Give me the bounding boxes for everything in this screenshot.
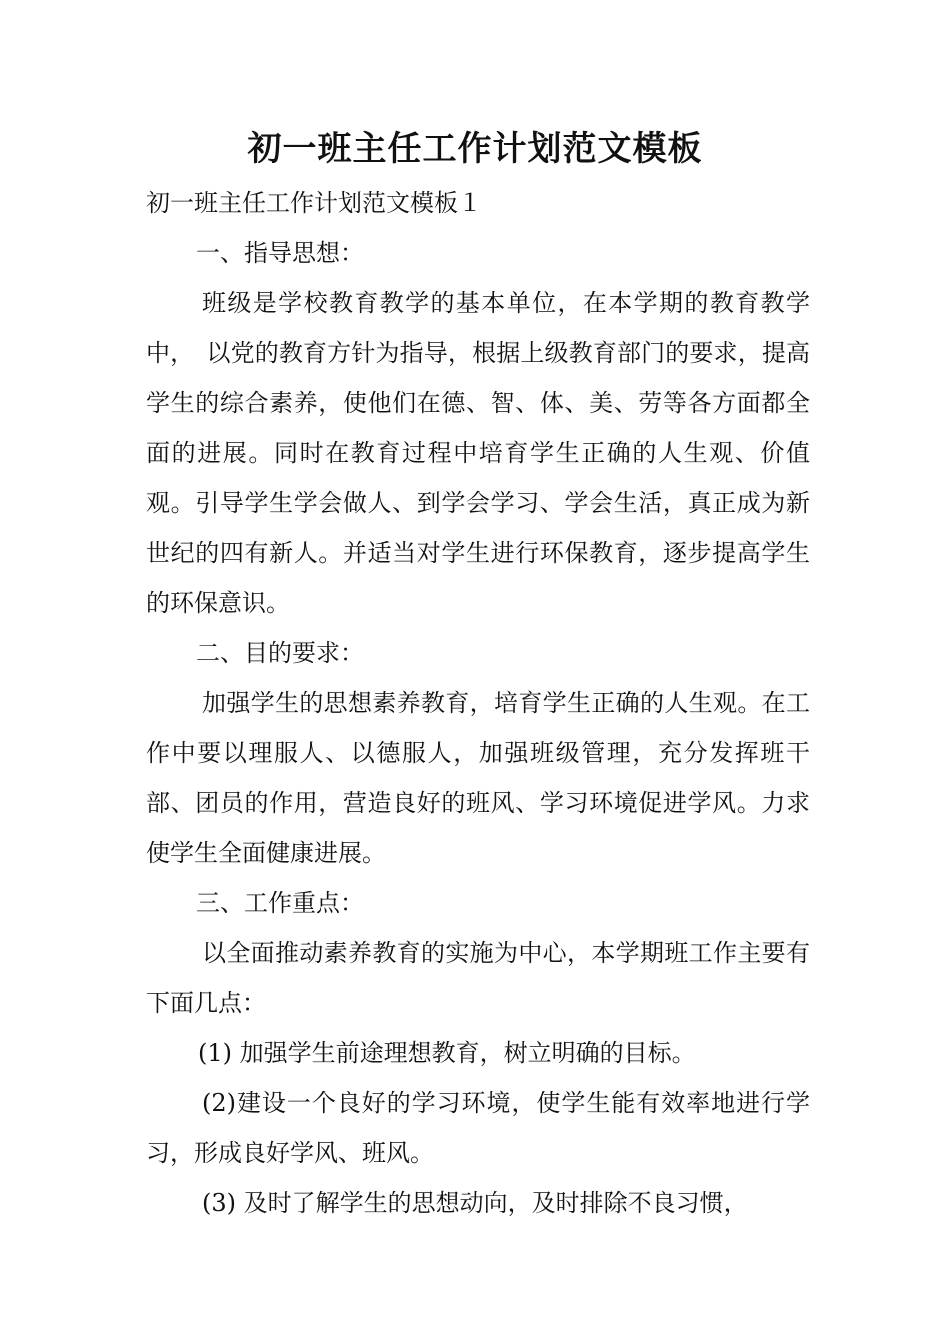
paragraph-key-work-intro: 以全面推动素养教育的实施为中心，本学期班工作主要有下面几点： — [146, 939, 810, 1017]
paragraph-objectives: 加强学生的思想素养教育，培育学生正确的人生观。在工作中要以理服人、以德服人，加强班级管理，充分发挥班干部、团员的作用，营造良好的班风、学习环境促进学风。力求使学生全面健康进展。 — [146, 689, 810, 867]
section-heading-key-work: 三、工作重点： — [196, 889, 364, 917]
section-heading-objectives: 二、目的要求： — [196, 639, 364, 667]
document-body — [146, 178, 810, 1228]
document-title: 初一班主任工作计划范文模板 — [247, 129, 703, 169]
list-item: (1) 加强学生前途理想教育，树立明确的目标。 — [198, 1039, 696, 1067]
paragraph-guiding-thought: 班级是学校教育教学的基本单位，在本学期的教育教学中， 以党的教育方针为指导，根据上级教育部门的要求，提高学生的综合素养，使他们在德、智、体、美、劳等各方面都全面的进展。同时在教育过程中培育学生正确的人生观、价值观。引导学生学会做人、到学会学习、学会生活，真正成为新世纪的四有新人。并适当对学生进行环保教育，逐步提高学生的环保意识。 — [146, 289, 810, 617]
section-heading-guiding-thought: 一、指导思想： — [196, 239, 364, 267]
list-item: (2)建设一个良好的学习环境，使学生能有效率地进行学习，形成良好学风、班风。 — [146, 1089, 810, 1167]
document-subtitle: 初一班主任工作计划范文模板１ — [146, 189, 482, 217]
list-item: (3) 及时了解学生的思想动向，及时排除不良习惯， — [202, 1189, 748, 1217]
